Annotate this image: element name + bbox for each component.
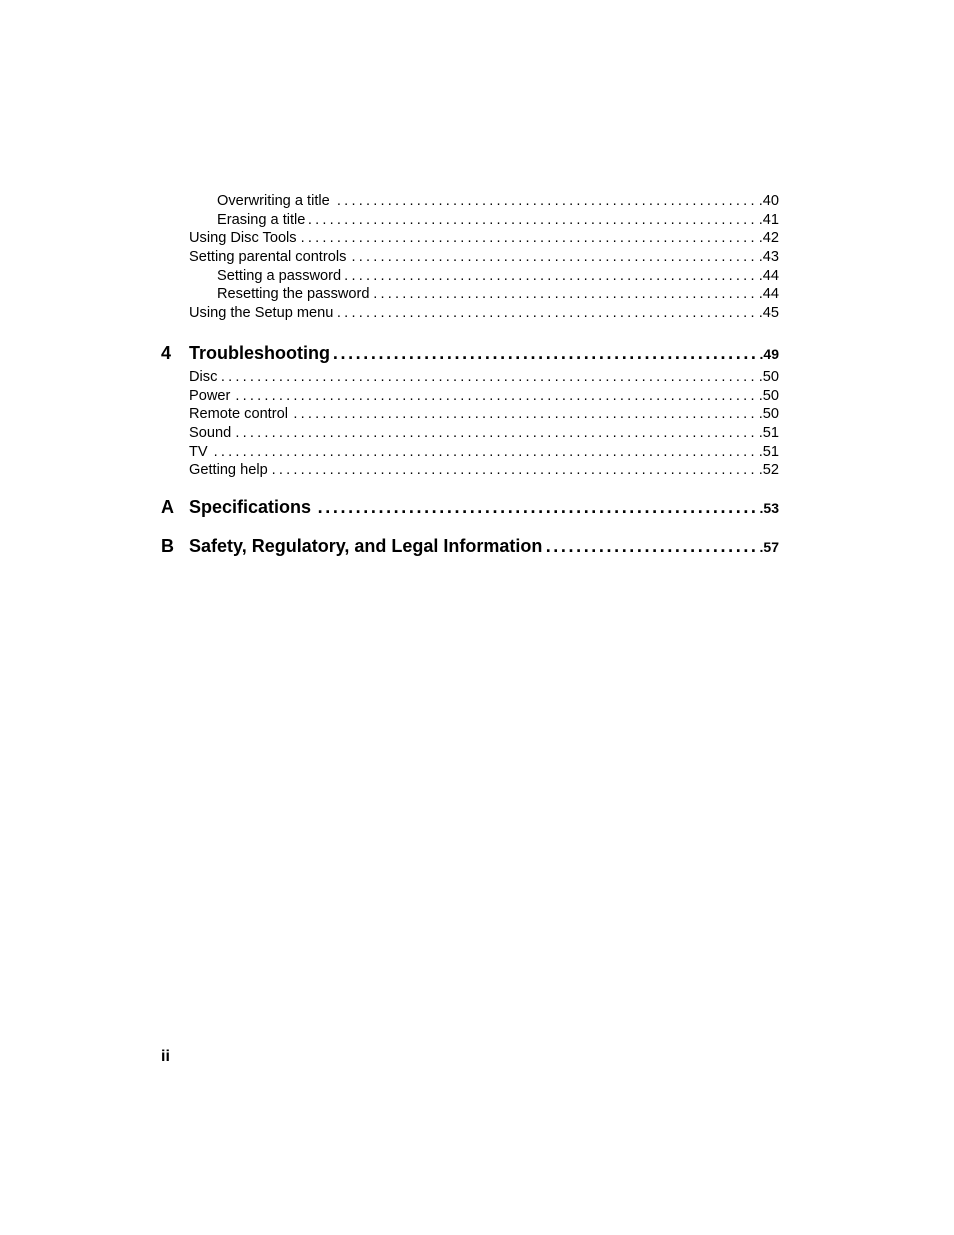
page-folio: ii (161, 1048, 170, 1065)
dot-leader (546, 534, 758, 558)
dot-leader (334, 192, 758, 211)
chapter-number: B (161, 535, 174, 556)
toc-entry-title: TV (189, 443, 208, 460)
toc-chapter-troubleshooting[interactable] (161, 341, 779, 365)
toc-page-number: .51 (758, 443, 779, 460)
chapter-title: Specifications (189, 496, 312, 517)
toc-entry-getting-help[interactable] (161, 461, 779, 480)
toc-entry-title: Using Disc Tools (189, 230, 297, 247)
toc-entry-title: Disc (189, 368, 218, 385)
toc-entry-overwriting-a-title[interactable] (161, 192, 779, 211)
toc-entry-erasing-a-title[interactable] (161, 211, 779, 230)
toc-entry-title: Using the Setup menu (189, 305, 334, 322)
toc-entry-title: Setting a password (217, 267, 342, 284)
toc-entry-resetting-the-password[interactable] (161, 285, 779, 304)
chapter-title: Safety, Regulatory, and Legal Information (189, 535, 543, 556)
toc-entry-tv[interactable] (161, 443, 779, 462)
toc-page-number: .40 (758, 193, 779, 209)
dot-leader (221, 368, 757, 387)
dot-leader (345, 267, 758, 286)
toc-page-number: .50 (758, 368, 779, 385)
dot-leader (234, 387, 757, 406)
toc-entry-power[interactable] (161, 387, 779, 406)
dot-leader (334, 341, 759, 365)
toc-entry-title: Sound (189, 424, 232, 441)
toc-page-number: .53 (759, 499, 779, 516)
toc-page-number: .42 (758, 230, 779, 247)
toc-entry-title: Overwriting a title (217, 193, 330, 209)
chapter-number: A (161, 496, 174, 517)
toc-entry-title: Resetting the password (217, 286, 370, 303)
toc-entry-using-the-setup-menu[interactable] (161, 304, 779, 323)
dot-leader (374, 285, 758, 304)
toc-entry-title: Getting help (189, 462, 268, 479)
dot-leader (235, 424, 758, 443)
toc-entry-sound[interactable] (161, 424, 779, 443)
dot-leader (315, 495, 758, 519)
toc-page-number: .41 (758, 211, 779, 228)
chapter-number: 4 (161, 342, 172, 363)
toc-entry-setting-parental-controls[interactable] (161, 248, 779, 267)
toc-entry-disc[interactable] (161, 368, 779, 387)
dot-leader (292, 405, 758, 424)
toc-page-number: .50 (758, 387, 779, 404)
toc-chapter-specifications[interactable] (161, 495, 779, 519)
dot-leader (350, 248, 757, 267)
dot-leader (272, 461, 758, 480)
toc-page-number: .49 (759, 345, 779, 362)
toc-page-number: .43 (758, 249, 779, 266)
toc-entry-remote-control[interactable] (161, 405, 779, 424)
toc-page-number: .44 (758, 286, 779, 303)
chapter-title: Troubleshooting (189, 342, 330, 363)
toc-entry-title: Power (189, 387, 231, 404)
dot-leader (212, 443, 758, 462)
toc-entry-title: Setting parental controls (189, 249, 347, 266)
toc-entry-setting-a-password[interactable] (161, 267, 779, 286)
toc-page-number: .50 (758, 406, 779, 423)
toc-chapter-safety-regulatory-legal[interactable] (161, 534, 779, 558)
table-of-contents (161, 192, 779, 558)
dot-leader (301, 229, 758, 248)
toc-page-number: .51 (758, 424, 779, 441)
dot-leader (309, 211, 757, 230)
toc-page-number: .45 (758, 305, 779, 322)
toc-entry-title: Erasing a title (217, 211, 306, 228)
toc-entry-title: Remote control (189, 406, 288, 423)
toc-page-number: .57 (759, 538, 779, 555)
toc-entry-using-disc-tools[interactable] (161, 229, 779, 248)
toc-page-number: .44 (758, 267, 779, 284)
dot-leader (337, 304, 757, 323)
toc-page-number: .52 (758, 462, 779, 479)
